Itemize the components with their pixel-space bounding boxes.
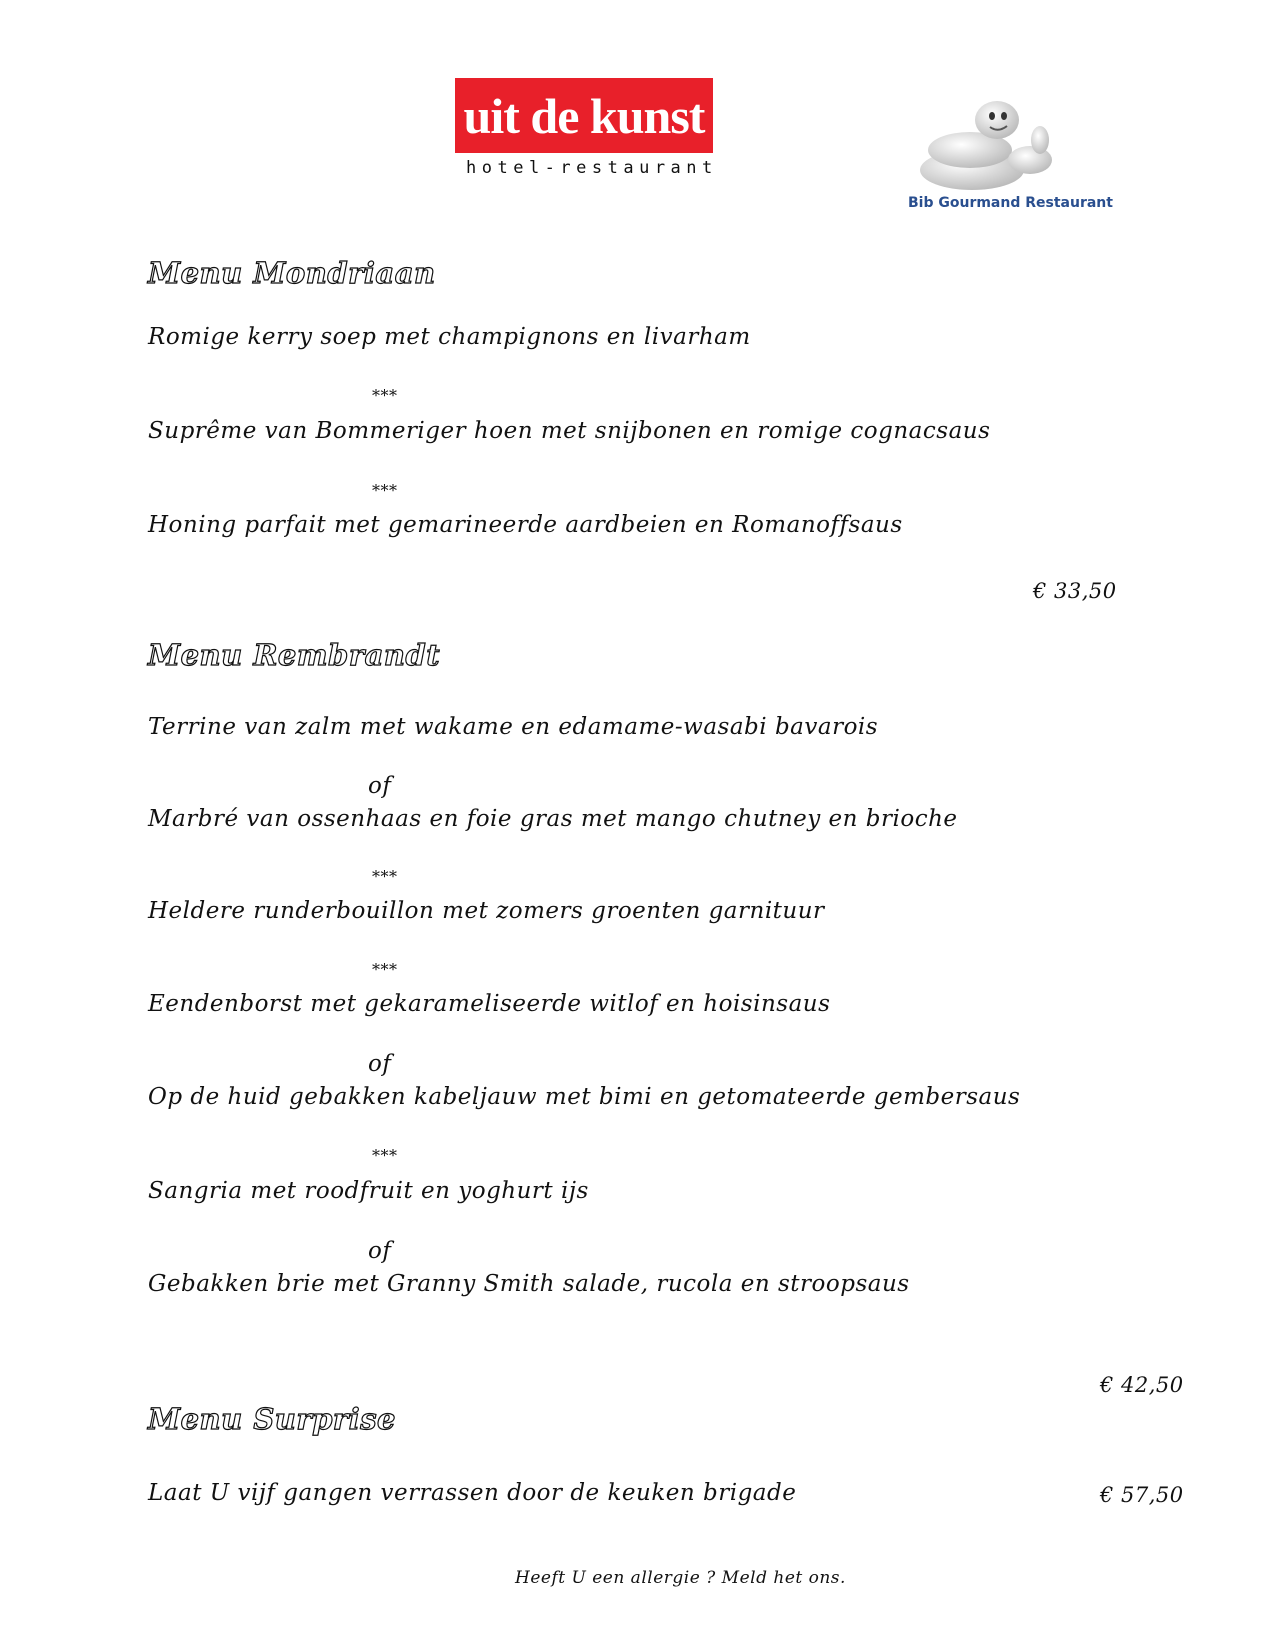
- menu-title-mondriaan: Menu Mondriaan: [148, 256, 436, 290]
- logo-subtitle: hotel-restaurant: [466, 158, 718, 178]
- alternative-or: of: [368, 773, 392, 799]
- menu-title-surprise: Menu Surprise: [148, 1402, 396, 1436]
- course-separator: ***: [372, 867, 398, 886]
- course-separator: ***: [372, 386, 398, 405]
- dish-line: Sangria met roodfruit en yoghurt ijs: [148, 1178, 589, 1204]
- menu-price: € 33,50: [1033, 579, 1117, 603]
- dish-line: Eendenborst met gekarameliseerde witlof en hoisinsaus: [148, 991, 831, 1017]
- dish-line: Suprême van Bommeriger hoen met snijbonen en romige cognacsaus: [148, 418, 991, 444]
- logo-main-text: uit de kunst: [463, 87, 705, 144]
- dish-line: Laat U vijf gangen verrassen door de keuken brigade: [148, 1480, 797, 1506]
- alternative-or: of: [368, 1238, 392, 1264]
- menu-price: € 42,50: [1100, 1373, 1184, 1397]
- restaurant-logo: [455, 78, 713, 153]
- course-separator: ***: [372, 481, 398, 500]
- course-separator: ***: [372, 1146, 398, 1165]
- course-separator: ***: [372, 960, 398, 979]
- allergy-notice: Heeft U een allergie ? Meld het ons.: [515, 1568, 846, 1588]
- bib-gourmand-caption: Bib Gourmand Restaurant: [908, 195, 1113, 211]
- dish-line: Gebakken brie met Granny Smith salade, rucola en stroopsaus: [148, 1271, 910, 1297]
- dish-line: Op de huid gebakken kabeljauw met bimi en getomateerde gembersaus: [148, 1084, 1021, 1110]
- menu-title-rembrandt: Menu Rembrandt: [148, 638, 441, 672]
- dish-line: Marbré van ossenhaas en foie gras met mango chutney en brioche: [148, 806, 958, 832]
- bib-gourmand-mascot-icon: [912, 98, 1072, 194]
- dish-line: Terrine van zalm met wakame en edamame-wasabi bavarois: [148, 714, 879, 740]
- dish-line: Heldere runderbouillon met zomers groenten garnituur: [148, 898, 825, 924]
- dish-line: Romige kerry soep met champignons en livarham: [148, 324, 751, 350]
- menu-price: € 57,50: [1100, 1483, 1184, 1507]
- dish-line: Honing parfait met gemarineerde aardbeien en Romanoffsaus: [148, 512, 903, 538]
- alternative-or: of: [368, 1051, 392, 1077]
